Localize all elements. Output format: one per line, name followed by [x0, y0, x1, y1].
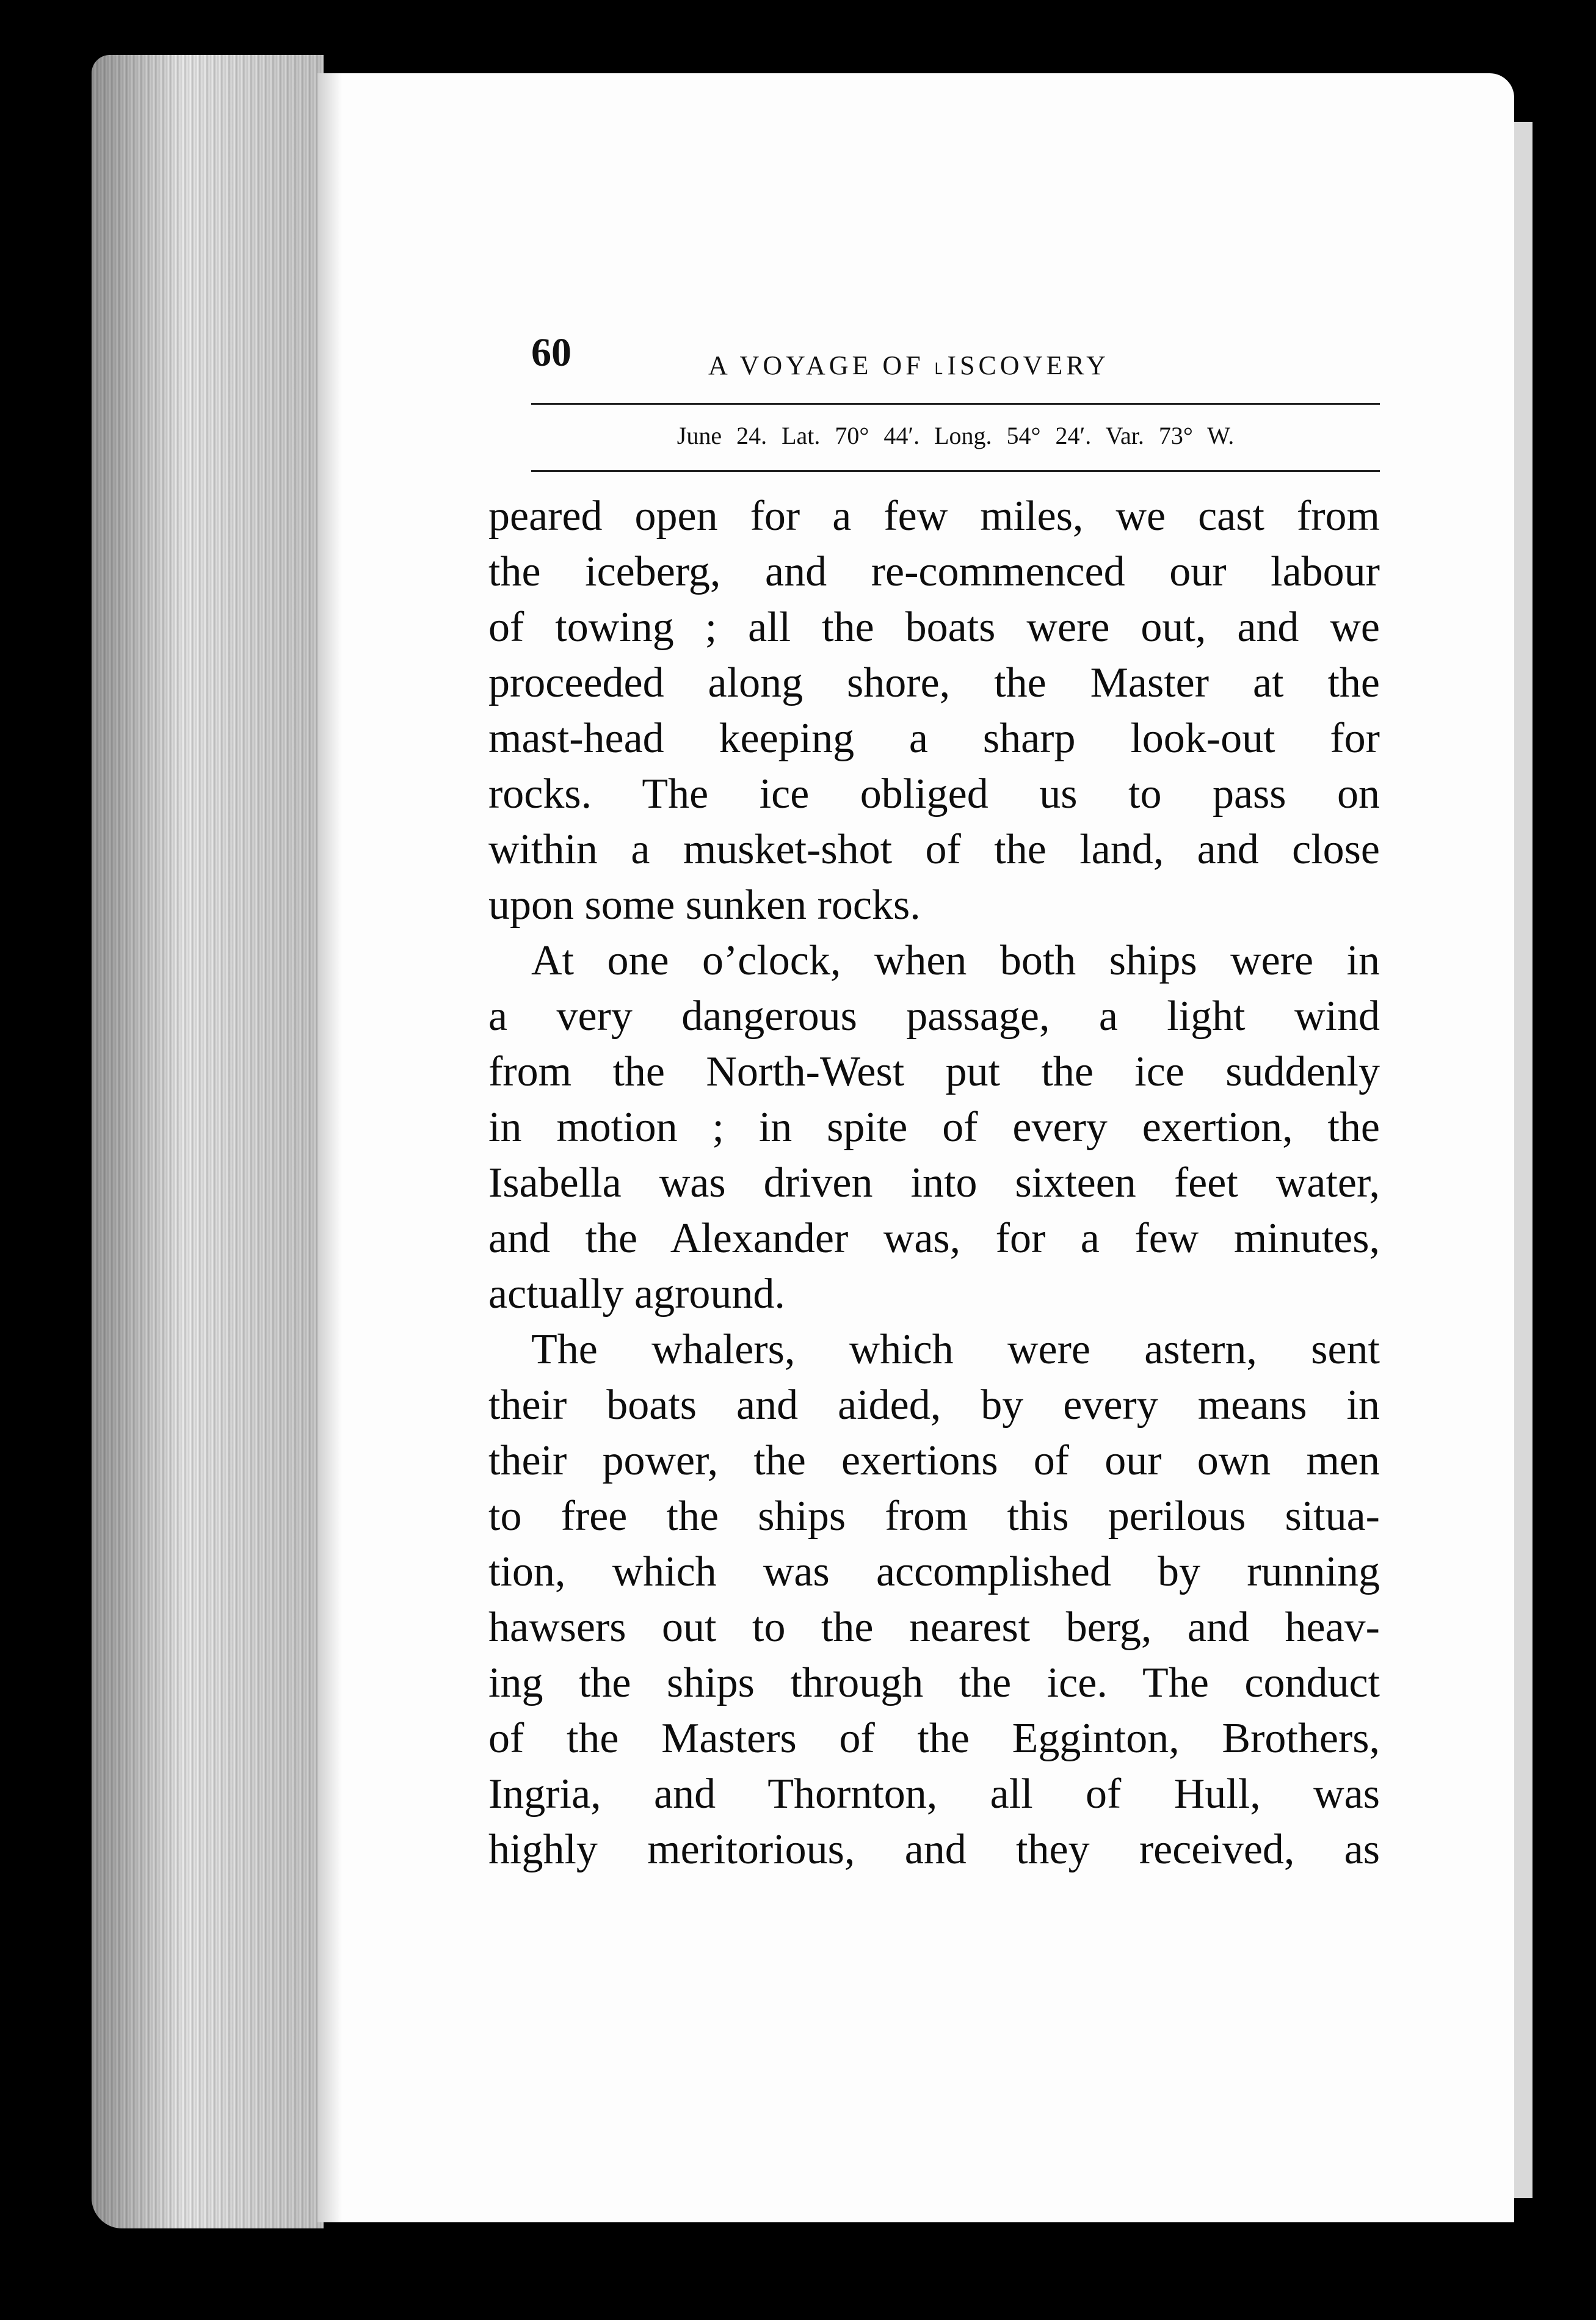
text-line: Isabella was driven into sixteen feet water,	[488, 1159, 1380, 1206]
text-line: At one o’clock, when both ships were in	[531, 937, 1380, 984]
text-line: upon some sunken rocks.	[488, 882, 921, 929]
dateline: June 24. Lat. 70° 44′. Long. 54° 24′. Var. 73° W.	[676, 422, 1235, 449]
text-line: highly meritorious, and they received, as	[488, 1826, 1380, 1873]
text-line: hawsers out to the nearest berg, and heav-	[488, 1604, 1380, 1651]
text-line: from the North-West put the ice suddenly	[488, 1048, 1380, 1095]
text-line: tion, which was accomplished by running	[488, 1548, 1380, 1595]
paragraph	[488, 1322, 1380, 1877]
text-line: in motion ; in spite of every exertion, the	[488, 1104, 1380, 1151]
text-line: and the Alexander was, for a few minutes,	[488, 1215, 1380, 1262]
paragraph	[488, 933, 1380, 1322]
text-line: of the Masters of the Egginton, Brothers,	[488, 1715, 1380, 1762]
header-rule-bottom	[531, 470, 1380, 472]
page-edges-stack	[92, 55, 324, 2228]
text-line: within a musket-shot of the land, and close	[488, 826, 1380, 873]
book-title: A VOYAGE OF ˪ISCOVERY	[708, 350, 1109, 380]
text-line: The whalers, which were astern, sent	[531, 1326, 1380, 1373]
header-rule-top	[531, 403, 1380, 405]
text-line: rocks. The ice obliged us to pass on	[488, 770, 1380, 817]
text-line: ing the ships through the ice. The conduct	[488, 1659, 1380, 1706]
text-line: their boats and aided, by every means in	[488, 1382, 1380, 1429]
text-line: mast-head keeping a sharp look-out for	[488, 715, 1380, 762]
text-line: proceeded along shore, the Master at the	[488, 659, 1380, 706]
paragraph	[488, 488, 1380, 933]
body-text	[488, 488, 1380, 1877]
text-line: peared open for a few miles, we cast from	[488, 493, 1380, 540]
page-number: 60	[531, 330, 571, 375]
text-line: actually aground.	[488, 1271, 785, 1318]
text-line: to free the ships from this perilous situa-	[488, 1493, 1380, 1540]
text-line: a very dangerous passage, a light wind	[488, 993, 1380, 1040]
text-line: of towing ; all the boats were out, and we	[488, 604, 1380, 651]
text-line: Ingria, and Thornton, all of Hull, was	[488, 1771, 1380, 1818]
text-line: their power, the exertions of our own men	[488, 1437, 1380, 1484]
text-line: the iceberg, and re-commenced our labour	[488, 548, 1380, 595]
